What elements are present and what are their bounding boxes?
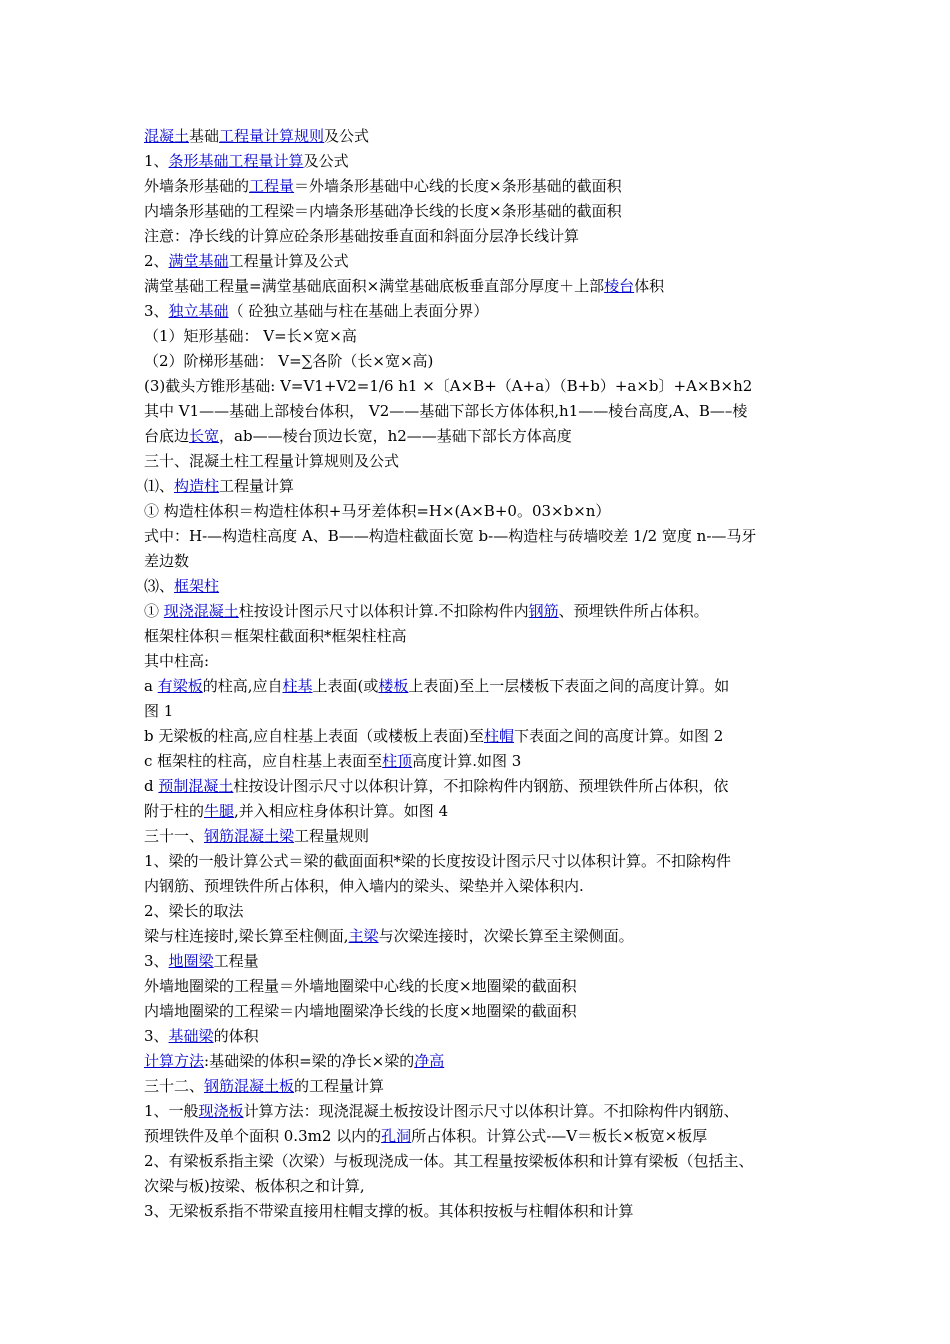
text-run: 1、梁的一般计算公式＝梁的截面面积*梁的长度按设计图示尺寸以体积计算。不扣除构件	[144, 852, 732, 870]
text-run: 式中：H-—构造柱高度 A、B——构造柱截面长宽 b-—构造柱与砖墙咬差 1/2 宽度 n-—马牙	[144, 527, 757, 545]
text-line	[144, 124, 824, 149]
text-line	[144, 374, 824, 399]
hyperlink[interactable]: 现浇板	[198, 1102, 244, 1120]
text-line	[144, 899, 824, 924]
text-run: ＝外墙条形基础中心线的长度×条形基础的截面积	[294, 177, 622, 195]
text-line	[144, 174, 824, 199]
text-line	[144, 649, 824, 674]
text-line	[144, 824, 824, 849]
text-line	[144, 499, 824, 524]
text-line	[144, 924, 824, 949]
hyperlink[interactable]: 工程量	[249, 177, 295, 195]
text-run: 3、	[144, 952, 169, 970]
text-line	[144, 424, 824, 449]
text-line	[144, 774, 824, 799]
text-line	[144, 1124, 824, 1149]
text-run: 、预埋铁件所占体积。	[558, 602, 709, 620]
text-line	[144, 149, 824, 174]
text-run: 及公式	[324, 127, 370, 145]
text-line	[144, 624, 824, 649]
hyperlink[interactable]: 长宽	[189, 427, 220, 445]
text-line	[144, 524, 824, 549]
text-line	[144, 274, 824, 299]
hyperlink[interactable]: 柱顶	[382, 752, 413, 770]
text-run: 次梁与板)按梁、板体积之和计算,	[144, 1177, 365, 1195]
hyperlink[interactable]: 牛腿	[204, 802, 235, 820]
text-run: 与次梁连接时，次梁长算至主梁侧面。	[378, 927, 634, 945]
text-run: 三十、混凝土柱工程量计算规则及公式	[144, 452, 400, 470]
text-run: 2、有梁板系指主梁（次梁）与板现浇成一体。其工程量按梁板体积和计算有梁板（包括主、	[144, 1152, 754, 1170]
hyperlink[interactable]: 计算方法	[144, 1052, 205, 1070]
text-run: 3、	[144, 1027, 169, 1045]
text-run: :基础梁的体积=梁的净长×梁的	[204, 1052, 415, 1070]
hyperlink[interactable]: 混凝土	[144, 127, 190, 145]
text-run: 计算方法：现浇混凝土板按设计图示尺寸以体积计算。不扣除构件内钢筋、	[243, 1102, 739, 1120]
text-run: 1、	[144, 152, 169, 170]
text-run: 其中 V1——基础上部棱台体积， V2——基础下部长方体体积,h1——棱台高度,A、B—–棱	[144, 402, 748, 420]
text-line	[144, 449, 824, 474]
text-line	[144, 749, 824, 774]
text-line	[144, 199, 824, 224]
hyperlink[interactable]: 独立基础	[168, 302, 229, 320]
text-run: ⑶、	[144, 577, 175, 595]
text-line	[144, 1174, 824, 1199]
text-line	[144, 1149, 824, 1174]
text-line	[144, 949, 824, 974]
text-run: 工程量	[213, 952, 259, 970]
hyperlink[interactable]: 净高	[414, 1052, 445, 1070]
hyperlink[interactable]: 有梁板	[157, 677, 203, 695]
text-run: （2）阶梯形基础： V=∑各阶（长×宽×高)	[144, 352, 434, 370]
text-run: 梁与柱连接时,梁长算至柱侧面,	[144, 927, 349, 945]
text-run: 框架柱体积＝框架柱截面积*框架柱柱高	[144, 627, 407, 645]
text-run: 的体积	[213, 1027, 259, 1045]
text-run: 注意：净长线的计算应砼条形基础按垂直面和斜面分层净长线计算	[144, 227, 580, 245]
hyperlink[interactable]: 棱台	[604, 277, 635, 295]
text-run: b 无梁板的柱高,应自柱基上表面（或楼板上表面)至	[144, 727, 484, 745]
text-line	[144, 974, 824, 999]
text-line	[144, 399, 824, 424]
text-run: 三十二、	[144, 1077, 205, 1095]
text-run: d	[144, 777, 159, 795]
hyperlink[interactable]: 钢筋混凝土梁	[204, 827, 295, 845]
text-line	[144, 349, 824, 374]
text-run: 柱按设计图示尺寸以体积计算.不扣除构件内	[238, 602, 529, 620]
text-run: 上表面)至上一层楼板下表面之间的高度计算。如	[408, 677, 730, 695]
text-run: ,并入相应柱身体积计算。如图 4	[234, 802, 449, 820]
hyperlink[interactable]: 条形基础工程量计算	[168, 152, 304, 170]
text-run: 2、	[144, 252, 169, 270]
text-run: a	[144, 677, 158, 695]
text-run: 柱按设计图示尺寸以体积计算，不扣除构件内钢筋、预埋铁件所占体积，依	[233, 777, 729, 795]
text-run: 基础	[189, 127, 220, 145]
text-run: c 框架柱的柱高，应自柱基上表面至	[144, 752, 383, 770]
text-run: （ 砼独立基础与柱在基础上表面分界）	[228, 302, 489, 320]
text-run: 所占体积。计算公式-—V＝板长×板宽×板厚	[411, 1127, 708, 1145]
text-line	[144, 699, 824, 724]
text-line	[144, 874, 824, 899]
hyperlink[interactable]: 钢筋混凝土板	[204, 1077, 295, 1095]
text-line	[144, 474, 824, 499]
text-line	[144, 999, 824, 1024]
text-line	[144, 724, 824, 749]
hyperlink[interactable]: 钢筋	[528, 602, 559, 620]
text-run: 下表面之间的高度计算。如图 2	[514, 727, 724, 745]
hyperlink[interactable]: 预制混凝土	[158, 777, 234, 795]
text-line	[144, 1024, 824, 1049]
text-run: 3、	[144, 302, 169, 320]
text-run: ，ab——棱台顶边长宽，h2——基础下部长方体高度	[219, 427, 572, 445]
hyperlink[interactable]: 柱帽	[484, 727, 515, 745]
text-run: 上表面(或	[312, 677, 379, 695]
text-line	[144, 1199, 824, 1224]
text-run: 外墙条形基础的	[144, 177, 250, 195]
text-run: 差边数	[144, 552, 190, 570]
hyperlink[interactable]: 满堂基础	[168, 252, 229, 270]
text-line	[144, 599, 824, 624]
text-line	[144, 849, 824, 874]
hyperlink[interactable]: 框架柱	[174, 577, 220, 595]
text-run: ①	[144, 602, 164, 620]
text-run: 内墙条形基础的工程梁＝内墙条形基础净长线的长度×条形基础的截面积	[144, 202, 622, 220]
text-line	[144, 249, 824, 274]
hyperlink[interactable]: 工程量计算规则	[219, 127, 325, 145]
text-run: 三十一、	[144, 827, 205, 845]
text-run: (3)截头方锥形基础: V=V1+V2=1/6 h1 ×〔A×B+（A+a）（B+b）+a×b〕+A×B×h2	[144, 377, 753, 395]
text-run: 及公式	[303, 152, 349, 170]
text-run: 3、无梁板系指不带梁直接用柱帽支撑的板。其体积按板与柱帽体积和计算	[144, 1202, 634, 1220]
text-run: 工程量规则	[294, 827, 370, 845]
text-run: 体积	[634, 277, 665, 295]
hyperlink[interactable]: 基础梁	[168, 1027, 214, 1045]
text-line	[144, 299, 824, 324]
text-run: ① 构造柱体积＝构造柱体积+马牙差体积=H×(A×B+0。03×b×n）	[144, 502, 611, 520]
text-line	[144, 674, 824, 699]
text-run: 其中柱高:	[144, 652, 210, 670]
text-run: 内墙地圈梁的工程梁＝内墙地圈梁净长线的长度×地圈梁的截面积	[144, 1002, 577, 1020]
text-line	[144, 1074, 824, 1099]
text-run: 高度计算.如图 3	[412, 752, 522, 770]
text-line	[144, 799, 824, 824]
text-run: 的柱高,应自	[202, 677, 283, 695]
text-run: 的工程量计算	[294, 1077, 385, 1095]
text-run: 外墙地圈梁的工程量＝外墙地圈梁中心线的长度×地圈梁的截面积	[144, 977, 577, 995]
text-line	[144, 1099, 824, 1124]
text-line	[144, 1049, 824, 1074]
text-run: 2、梁长的取法	[144, 902, 244, 920]
text-run: 附于柱的	[144, 802, 205, 820]
text-run: 满堂基础工程量=满堂基础底面积×满堂基础底板垂直部分厚度＋上部	[144, 277, 605, 295]
text-line	[144, 224, 824, 249]
text-run: 预埋铁件及单个面积 0.3m2 以内的	[144, 1127, 382, 1145]
hyperlink[interactable]: 楼板	[378, 677, 409, 695]
text-run: 台底边	[144, 427, 190, 445]
text-line	[144, 574, 824, 599]
hyperlink[interactable]: 孔洞	[381, 1127, 412, 1145]
text-run: 内钢筋、预埋铁件所占体积，伸入墙内的梁头、梁垫并入梁体积内.	[144, 877, 584, 895]
text-run: 工程量计算	[219, 477, 295, 495]
text-run: 1、一般	[144, 1102, 199, 1120]
hyperlink[interactable]: 主梁	[348, 927, 379, 945]
text-line	[144, 549, 824, 574]
hyperlink[interactable]: 构造柱	[174, 477, 220, 495]
text-run: 工程量计算及公式	[228, 252, 349, 270]
document-body	[144, 124, 824, 1224]
text-run: （1）矩形基础： V=长×宽×高	[144, 327, 357, 345]
text-line	[144, 324, 824, 349]
hyperlink[interactable]: 现浇混凝土	[163, 602, 239, 620]
text-run: 图 1	[144, 702, 174, 720]
text-run: ⑴、	[144, 477, 175, 495]
hyperlink[interactable]: 地圈梁	[168, 952, 214, 970]
hyperlink[interactable]: 柱基	[282, 677, 313, 695]
